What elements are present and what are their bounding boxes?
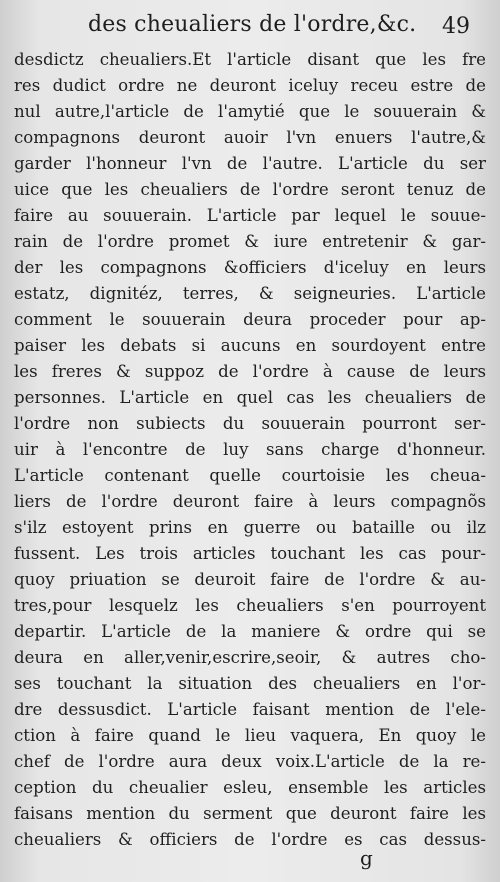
text-line: l'ordre non subiects du souuerain pourront ser-	[14, 414, 486, 433]
text-line: rain de l'ordre promet & iure entretenir & gar-	[14, 232, 486, 251]
text-line: uir à l'encontre de luy sans charge d'honneur.	[14, 440, 486, 459]
text-line: paiser les debats si aucuns en sourdoyent entre	[14, 336, 486, 355]
text-line: uice que les cheualiers de l'ordre seront tenuz de	[14, 180, 486, 199]
running-head: des cheualiers de l'ordre,&c.	[88, 12, 417, 37]
text-line: L'article contenant quelle courtoisie les cheua-	[14, 466, 486, 485]
text-line: les freres & suppoz de l'ordre à cause de leurs	[14, 362, 486, 381]
text-line: ception du cheualier esleu, ensemble les articles	[14, 778, 486, 797]
text-line: garder l'honneur l'vn de l'autre. L'article du ser	[14, 154, 486, 173]
body-text	[14, 47, 486, 847]
text-line: faisans mention du serment que deuront faire les	[14, 804, 486, 823]
text-line: tres,pour lesquelz les cheualiers s'en pourroyent	[14, 596, 486, 615]
text-line: s'ilz estoyent prins en guerre ou bataille ou ilz	[14, 518, 486, 537]
text-line: der les compagnons &officiers d'iceluy en leurs	[14, 258, 486, 277]
page-number: 49	[442, 14, 470, 39]
text-line: cheualiers & officiers de l'ordre es cas dessus-	[14, 830, 486, 849]
text-line: faire au souuerain. L'article par lequel le souue-	[14, 206, 486, 225]
text-line: ction à faire quand le lieu vaquera, En quoy le	[14, 726, 486, 745]
text-line: comment le souuerain deura proceder pour ap-	[14, 310, 486, 329]
text-line: personnes. L'article en quel cas les cheualiers de	[14, 388, 486, 407]
text-line: fussent. Les trois articles touchant les cas pour-	[14, 544, 486, 563]
text-line: departir. L'article de la maniere & ordre qui se	[14, 622, 486, 641]
text-line: chef de l'ordre aura deux voix.L'article de la re-	[14, 752, 486, 771]
signature-mark: g	[360, 846, 373, 870]
text-line: quoy priuation se deuroit faire de l'ordre & au-	[14, 570, 486, 589]
text-line: dre dessusdict. L'article faisant mention de l'ele-	[14, 700, 486, 719]
text-line: compagnons deuront auoir l'vn enuers l'autre,&	[14, 128, 486, 147]
text-line: deura en aller,venir,escrire,seoir, & autres cho-	[14, 648, 486, 667]
text-line: estatz, dignitéz, terres, & seigneuries. L'article	[14, 284, 486, 303]
text-line: desdictz cheualiers.Et l'article disant que les fre	[14, 50, 486, 69]
text-line: res dudict ordre ne deuront iceluy receu estre de	[14, 76, 486, 95]
text-line: liers de l'ordre deuront faire à leurs compagnõs	[14, 492, 486, 511]
text-line: ses touchant la situation des cheualiers en l'or-	[14, 674, 486, 693]
text-line: nul autre,l'article de l'amytié que le souuerain &	[14, 102, 486, 121]
